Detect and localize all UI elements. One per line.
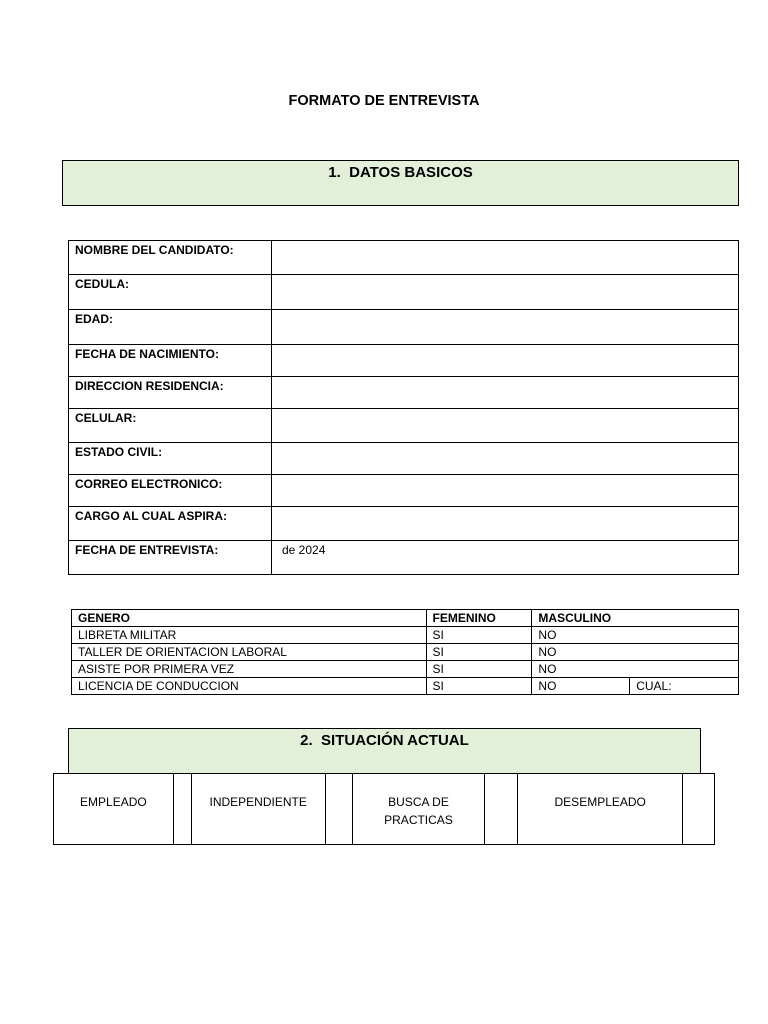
- field-value-input[interactable]: [272, 409, 739, 443]
- field-label: ESTADO CIVIL:: [69, 443, 272, 475]
- checkbox-empleado[interactable]: [173, 774, 191, 845]
- field-value-input[interactable]: [272, 241, 739, 275]
- option-label-independiente: INDEPENDIENTE: [191, 774, 325, 845]
- field-value-input[interactable]: de 2024: [272, 541, 739, 575]
- situation-table: [53, 773, 715, 845]
- option-label-empleado: EMPLEADO: [54, 774, 174, 845]
- option-no[interactable]: NO: [532, 627, 739, 644]
- section-title: SITUACIÓN ACTUAL: [321, 732, 469, 749]
- field-value-input[interactable]: [272, 443, 739, 475]
- section-title: DATOS BASICOS: [349, 164, 473, 181]
- row-label: LICENCIA DE CONDUCCION: [72, 678, 427, 695]
- table-row: [72, 661, 739, 678]
- checkbox-independiente[interactable]: [325, 774, 352, 845]
- field-label: FECHA DE NACIMIENTO:: [69, 345, 272, 377]
- column-header: GENERO: [72, 610, 427, 627]
- field-label: CORREO ELECTRONICO:: [69, 475, 272, 507]
- field-label: CARGO AL CUAL ASPIRA:: [69, 507, 272, 541]
- table-row: [54, 774, 715, 845]
- section-header-datos-basicos: [62, 160, 739, 206]
- table-row: [69, 345, 739, 377]
- option-label-desempleado: DESEMPLEADO: [518, 774, 683, 845]
- table-row: [69, 409, 739, 443]
- checkbox-desempleado[interactable]: [683, 774, 715, 845]
- option-si[interactable]: SI: [426, 627, 532, 644]
- field-label: DIRECCION RESIDENCIA:: [69, 377, 272, 409]
- field-label: EDAD:: [69, 310, 272, 345]
- field-value-input[interactable]: [272, 345, 739, 377]
- field-label: FECHA DE ENTREVISTA:: [69, 541, 272, 575]
- table-row: [69, 310, 739, 345]
- field-label: CEDULA:: [69, 275, 272, 310]
- table-row: [69, 241, 739, 275]
- section-number: 2.: [300, 732, 313, 749]
- table-row: [72, 627, 739, 644]
- table-row: [69, 475, 739, 507]
- table-header-row: [72, 610, 739, 627]
- license-type-field[interactable]: CUAL:: [630, 678, 739, 695]
- field-value-input[interactable]: [272, 310, 739, 345]
- table-row: [69, 443, 739, 475]
- table-row: [69, 541, 739, 575]
- section-number: 1.: [328, 164, 341, 181]
- table-row: [72, 678, 739, 695]
- table-row: [69, 275, 739, 310]
- table-row: [72, 644, 739, 661]
- row-label: LIBRETA MILITAR: [72, 627, 427, 644]
- field-value-input[interactable]: [272, 507, 739, 541]
- field-label: CELULAR:: [69, 409, 272, 443]
- option-no[interactable]: NO: [532, 678, 630, 695]
- row-label: TALLER DE ORIENTACION LABORAL: [72, 644, 427, 661]
- option-label-busca-de-practicas: BUSCA DE PRACTICAS: [352, 774, 485, 845]
- field-value-input[interactable]: [272, 475, 739, 507]
- column-header: MASCULINO: [532, 610, 739, 627]
- option-si[interactable]: SI: [426, 644, 532, 661]
- field-value-input[interactable]: [272, 377, 739, 409]
- column-header: FEMENINO: [426, 610, 532, 627]
- table-row: [69, 377, 739, 409]
- table-row: [69, 507, 739, 541]
- option-si[interactable]: SI: [426, 678, 532, 695]
- option-no[interactable]: NO: [532, 661, 739, 678]
- basic-data-table: [68, 240, 739, 575]
- option-no[interactable]: NO: [532, 644, 739, 661]
- gender-table: [71, 609, 739, 695]
- row-label: ASISTE POR PRIMERA VEZ: [72, 661, 427, 678]
- field-label: NOMBRE DEL CANDIDATO:: [69, 241, 272, 275]
- option-si[interactable]: SI: [426, 661, 532, 678]
- field-value-input[interactable]: [272, 275, 739, 310]
- checkbox-busca-de-practicas[interactable]: [485, 774, 518, 845]
- section-header-situacion-actual: [68, 728, 701, 774]
- document-title: FORMATO DE ENTREVISTA: [288, 93, 480, 109]
